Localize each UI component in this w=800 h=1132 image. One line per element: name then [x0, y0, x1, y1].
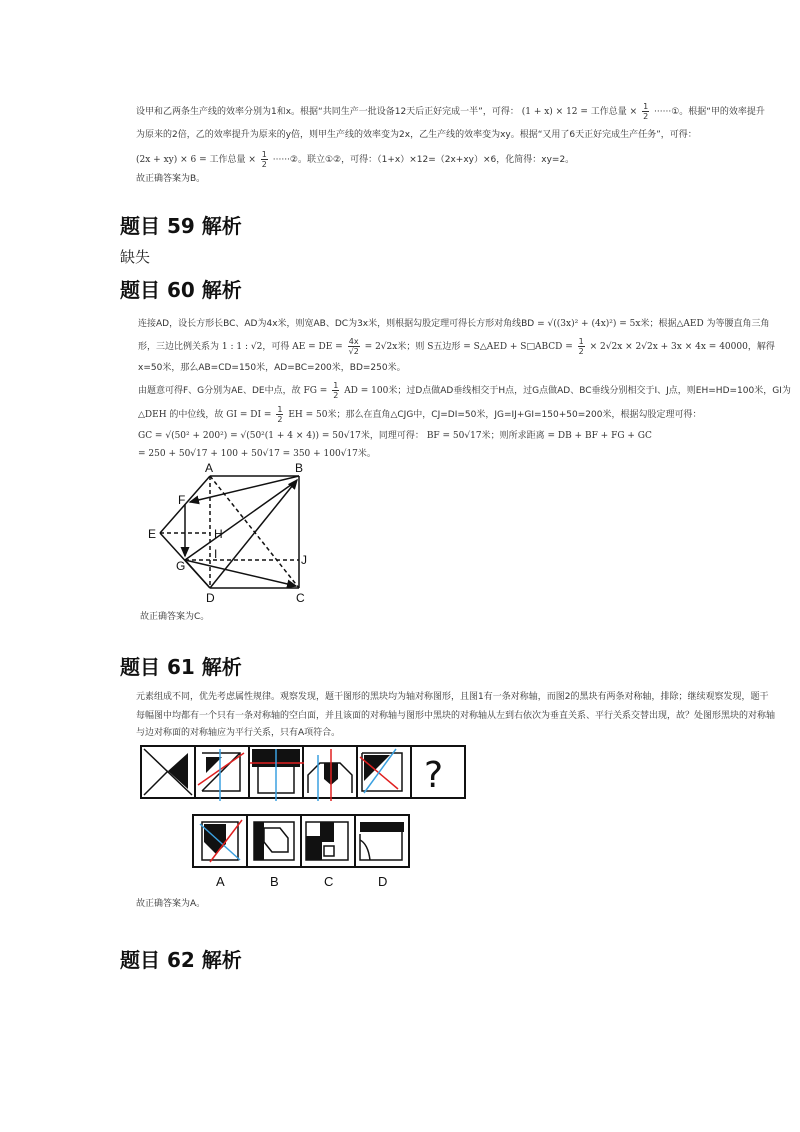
frac-4x-root2: $\frac{4x}{√2}$: [348, 337, 359, 356]
q61-line3: 与边对称面的对称轴应为平行关系，只有A项符合。: [136, 728, 341, 738]
option-label-a: A: [216, 874, 225, 889]
q61-line2: 每幅图中均都有一个只有一条对称轴的空白面，并且该面的对称轴与图形中黑块的对称轴从左到右依次为垂直关系、平行关系交替出现，故？处图形黑块的对称轴: [136, 711, 776, 721]
label-i: I: [214, 547, 218, 561]
q61-answer: 故正确答案为A。: [136, 899, 206, 909]
q58-line1: 设甲和乙两条生产线的效率分别为1和x。根据“共同生产一批设备12天后正好完成一半”，可得： (1 + x) × 12 = 工作总量 × $\frac{1}{2}$ ······①。根据“甲的效率提升: [136, 102, 765, 121]
q58-answer: 故正确答案为B。: [136, 174, 206, 184]
q61-line1: 元素组成不同，优先考虑属性规律。观察发现，题干图形的黑块均为轴对称图形，且图1有一条对称轴，而图2的黑块有两条对称轴，排除；继续观察发现，题干: [136, 692, 769, 702]
q60-line5: △DEH 的中位线，故 GI = DI = $\frac{1}{2}$ EH = 50米；那么在直角△CJG中，CJ=DI=50米，JG=IJ+GI=150+50=200米，根据勾股定理可得：: [138, 405, 702, 424]
q60-geometry-diagram: [140, 460, 330, 610]
q61-question-row: [140, 745, 470, 805]
label-f: F: [178, 493, 186, 507]
frac-half: $\frac{1}{2}$: [643, 102, 649, 121]
arrow-gc: [185, 560, 296, 586]
q60-title: 题目 60 解析: [120, 278, 242, 302]
label-b: B: [295, 461, 304, 475]
label-j: J: [301, 553, 307, 567]
label-c: C: [296, 591, 305, 605]
q61-question-mark: ?: [424, 755, 444, 796]
q60-line2: 形，三边比例关系为 1 : 1 : √2，可得 AE = DE = $\frac{4x}{√2}$ = 2√2x米；则 S五边形 = S△AED + S□ABCD = $\frac{1}{2}$ × 2√2x × 2√2x + 3x × 4x = 40000，解得: [138, 337, 775, 356]
frac-half-3: $\frac{1}{2}$: [578, 337, 584, 356]
frac-half-2: $\frac{1}{2}$: [261, 150, 267, 169]
line-gb: [185, 482, 295, 560]
q59-title: 题目 59 解析: [120, 214, 242, 238]
arrow-db: [210, 480, 297, 588]
label-e: E: [148, 527, 157, 541]
q58-line3: (2x + xy) × 6 = 工作总量 × $\frac{1}{2}$ ······②。联立①②，可得：（1+x）×12=（2x+xy）×6，化简得：xy=2。: [136, 150, 575, 169]
q60-line3: x=50米，那么AB=CD=150米，AD=BC=200米，BD=250米。: [138, 363, 406, 373]
option-label-c: C: [324, 874, 334, 889]
q60-line7: = 250 + 50√17 + 100 + 50√17 = 350 + 100√17米。: [138, 449, 376, 459]
q61-title: 题目 61 解析: [120, 655, 242, 679]
frac-half-5: $\frac{1}{2}$: [277, 405, 283, 424]
q60-answer: 故正确答案为C。: [140, 612, 210, 622]
q62-title: 题目 62 解析: [120, 948, 242, 972]
label-h: H: [214, 527, 223, 541]
option-label-b: B: [270, 874, 279, 889]
q60-line1: 连接AD，设长方形长BC、AD为4x米，则宽AB、DC为3x米，则根据勾股定理可得长方形对角线BD = √((3x)² + (4x)²) = 5x米；根据△AED 为等腰直角三角: [138, 319, 770, 329]
q58-line2: 为原来的2倍，乙的效率提升为原来的y倍，则甲生产线的效率变为2x，乙生产线的效率变为xy。根据“又用了6天正好完成生产任务”，可得：: [136, 130, 697, 140]
label-g: G: [176, 559, 186, 573]
q60-line4: 由题意可得F、G分别为AE、DE中点，故 FG = $\frac{1}{2}$ AD = 100米；过D点做AD垂线相交于H点，过G点做AD、BC垂线分别相交于I、J点，则EH=HD=100米，GI为: [138, 381, 791, 400]
label-d: D: [206, 591, 215, 605]
frac-half-4: $\frac{1}{2}$: [333, 381, 339, 400]
q60-line6: GC = √(50² + 200²) = √(50²(1 + 4 × 4)) = 50√17米，同理可得： BF = 50√17米；则所求距离 = DB + BF + FG + GC: [138, 431, 652, 441]
option-label-d: D: [378, 874, 388, 889]
q61-options-row: [192, 814, 422, 894]
line-gd: [185, 560, 210, 588]
q59-body: 缺失: [120, 248, 151, 266]
label-a: A: [205, 461, 214, 475]
